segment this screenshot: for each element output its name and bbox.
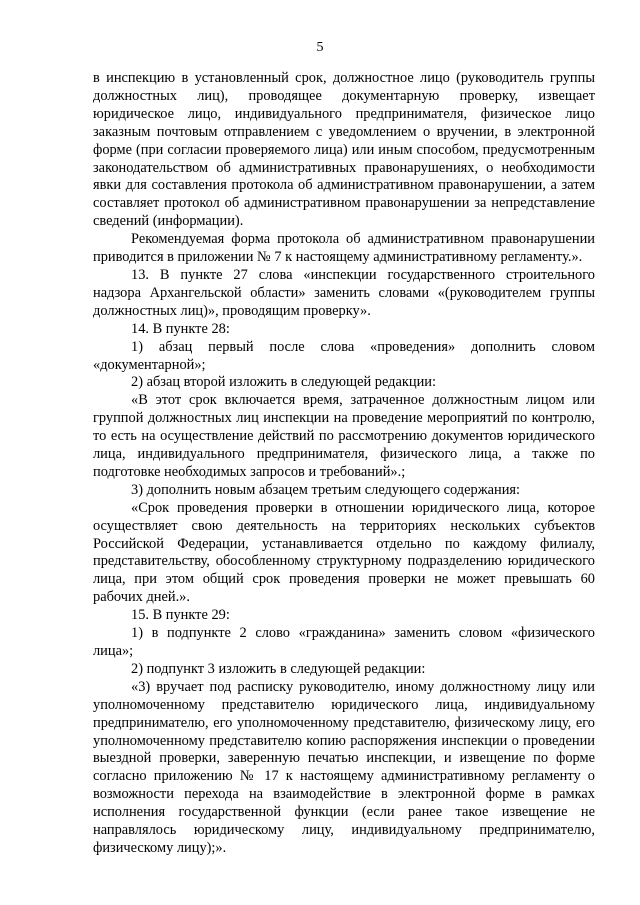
paragraph: 1) абзац первый после слова «проведения» дополнить словом «документарной»; [93, 338, 595, 373]
paragraph: Рекомендуемая форма протокола об административном правонарушении приводится в приложении № 7 к настоящему административному регламенту.». [93, 231, 595, 266]
paragraph: 2) подпункт 3 изложить в следующей редакции: [131, 660, 426, 677]
paragraph: «Срок проведения проверки в отношении юридического лица, которое осуществляет свою деятельность на территориях нескольких субъектов Российской Федерации, устанавливается отдельно по каждому филиалу, представительству, обособленному структурному подразделению юридического лица, при этом общий срок проведения проверки не может превышать 60 рабочих дней.». [93, 499, 595, 606]
paragraph: 2) абзац второй изложить в следующей редакции: [131, 374, 436, 391]
paragraph: 15. В пункте 29: [131, 607, 230, 624]
paragraph: 14. В пункте 28: [131, 320, 230, 337]
paragraph: «В этот срок включается время, затраченное должностным лицом или группой должностных лиц инспекции на проведение мероприятий по контролю, то есть на осуществление действий по рассмотрению документов юридического лица, индивидуального предпринимателя, физического лица, а также по подготовке необходимых запросов и требований».; [93, 392, 595, 480]
paragraph: 3) дополнить новым абзацем третьим следующего содержания: [131, 481, 521, 498]
document-body [93, 70, 595, 858]
paragraph: 1) в подпункте 2 слово «гражданина» заменить словом «физического лица»; [93, 625, 595, 659]
paragraph: 13. В пункте 27 слова «инспекции государственного строительного надзора Архангельской области» заменить словами «(руководителем группы должностных лиц)», проводящим проверку». [93, 266, 595, 319]
paragraph: «3) вручает под расписку руководителю, иному должностному лицу или уполномоченному представителю юридического лица, индивидуальному предпринимателю, его уполномоченному представителю, физическому лицу, его уполномоченному представителю копию распоряжения инспекции о проведении выездной проверки, заверенную печатью инспекции, и извещение по форме согласно приложению № 17 к настоящему административному регламенту о возможности перехода на взаимодействие в электронной форме в рамках исполнения государственной функции (если ранее такое извещение не направлялось юридическому лицу, индивидуальному предпринимателю, физическому лицу);». [93, 678, 595, 856]
page-number: 5 [316, 40, 324, 55]
paragraph: в инспекцию в установленный срок, должностное лицо (руководитель группы должностных лиц), проводящее документарную проверку, извещает юридическое лицо, индивидуального предпринимателя, физическое лицо заказным почтовым отправлением с уведомлением о вручении, в электронной форме (при согласии проверяемого лица) или иным способом, предусмотренным законодательством об административных правонарушениях, о необходимости явки для составления протокола об административном правонарушении, а затем составляет протокол об административном правонарушении за непредставление сведений (информации). [93, 70, 595, 230]
